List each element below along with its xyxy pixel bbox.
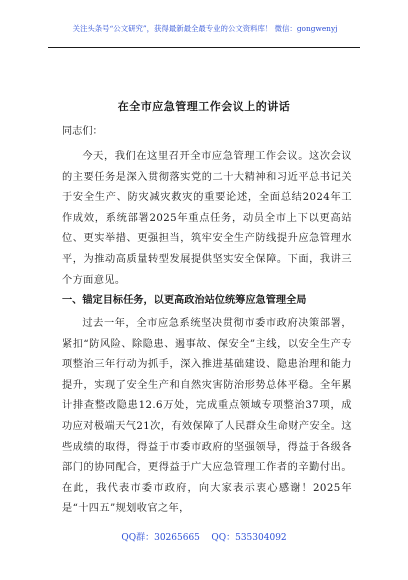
paragraph-review: 过去一年，全市应急系统坚决贯彻市委市政府决策部署，紧扣“防风险、除隐患、遏事故、保安全”主线，以安全生产专项整治三年行动为抓手，深入推进基础建设、隐患治理和能力提升，实现了安全生产和自然灾害防治形势总体平稳。全年累计排查整改隐患12.6万处，完成重点领域专项整治37项，成功应对极端天气21次，有效保障了人民群众生命财产安全。这些成绩的取得，得益于市委市政府的坚强领导，得益于各级各部门的协同配合，更得益于广大应急管理工作者的辛勤付出。在此，我代表市委市政府，向大家表示衷心感谢！2025年是“十四五”规划收官之年， (62, 318, 352, 515)
paragraph-opening: 今天，我们在这里召开全市应急管理工作会议。这次会议的主要任务是深入贯彻落实党的二十大精神和习近平总书记关于安全生产、防灾减灾救灾的重要论述，全面总结2024年工作成效，系统部署2025年重点任务，动员全市上下以更高站位、更实举措、更强担当，筑牢安全生产防线提升应急管理水平，为推动高质量转型发展提供坚实安全保障。下面，我讲三个方面意见。 (62, 151, 352, 286)
footer-contact: QQ群：30265665 QQ：535304092 (121, 533, 287, 543)
section-heading-1: 一、锚定目标任务，以更高政治站位统筹应急管理全局 (62, 294, 307, 306)
header-banner: 关注头条号“公文研究”，获得最新最全最专业的公文资料库！ 微信：gongwenyj (72, 24, 338, 33)
salutation: 同志们： (62, 126, 103, 137)
header-divider (48, 47, 360, 48)
document-title: 在全市应急管理工作会议上的讲话 (117, 100, 291, 113)
